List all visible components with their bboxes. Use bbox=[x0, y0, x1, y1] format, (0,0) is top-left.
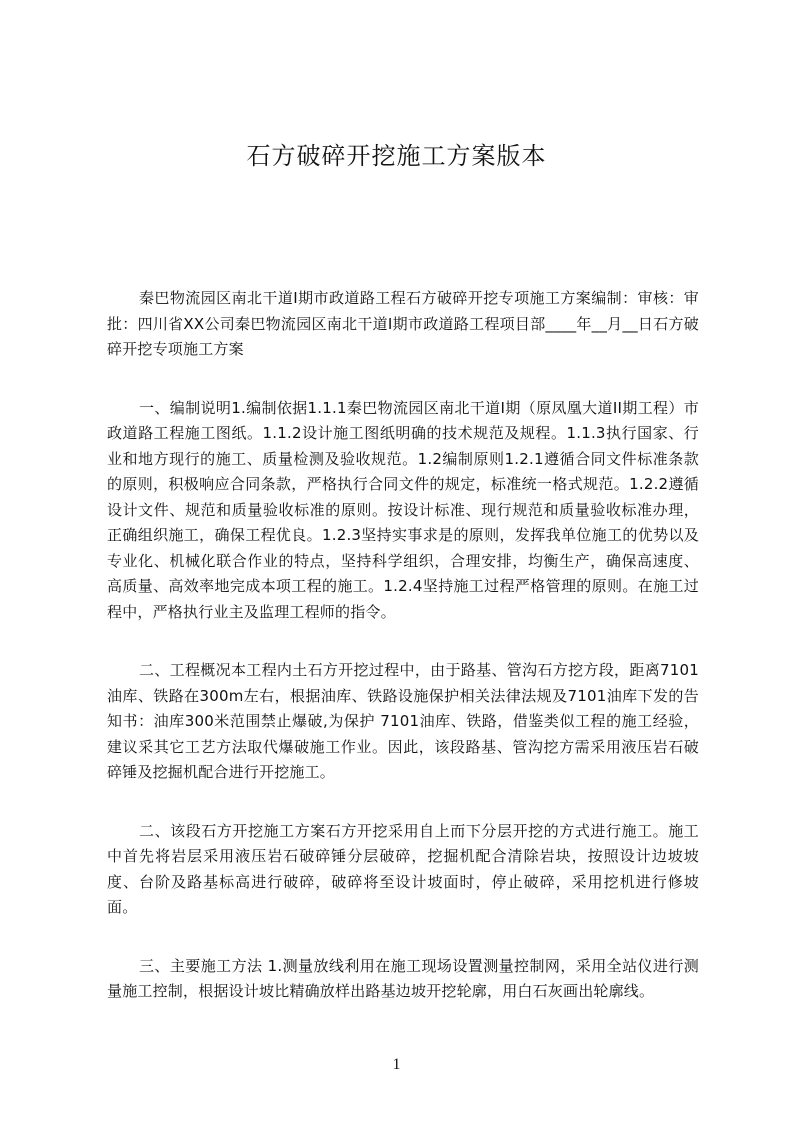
paragraph-compilation-notes: 一、编制说明1.编制依据1.1.1秦巴物流园区南北干道Ⅰ期（原凤凰大道II期工程）市政道路工程施工图纸。1.1.2设计施工图纸明确的技术规范及规程。1.1.3执行国家、行业和地方现行的施工、质量检测及验收规范。1.2编制原则1.2.1遵循合同文件标准条款的原则，积极响应合同条款，严格执行合同文件的规定，标准统一格式规范。1.2.2遵循设计文件、规范和质量验收标准的原则。按设计标准、现行规范和质量验收标准办理，正确组织施工，确保工程优良。1.2.3坚持实事求是的原则，发挥我单位施工的优势以及专业化、机械化联合作业的特点，坚持科学组织，合理安排，均衡生产，确保高速度、高质量、高效率地完成本项工程的施工。1.2.4坚持施工过程严格管理的原则。在施工过程中，严格执行业主及监理工程师的指令。 bbox=[107, 398, 699, 621]
paragraph-intro: 秦巴物流园区南北干道Ⅰ期市政道路工程石方破碎开挖专项施工方案编制：审核：审批：四川省XX公司秦巴物流园区南北干道Ⅰ期市政道路工程项目部____年__月__日石方破碎开挖专项施工方案 bbox=[107, 289, 699, 358]
paragraph-construction-methods: 三、主要施工方法 1.测量放线利用在施工现场设置测量控制网，采用全站仪进行测量施工控制，根据设计坡比精确放样出路基边坡开挖轮廓，用白石灰画出轮廓线。 bbox=[107, 956, 699, 1000]
paragraph-excavation-plan: 二、该段石方开挖施工方案石方开挖采用自上而下分层开挖的方式进行施工。施工中首先将岩层采用液压岩石破碎锤分层破碎，挖掘机配合清除岩块，按照设计边坡坡度、台阶及路基标高进行破碎，破碎将至设计坡面时，停止破碎，采用挖机进行修坡面。 bbox=[107, 821, 699, 916]
paragraph-project-overview: 二、工程概况本工程内土石方开挖过程中，由于路基、管沟石方挖方段，距离7101油库、铁路在300m左右，根据油库、铁路设施保护相关法律法规及7101油库下发的告知书：油库300米范围禁止爆破,为保护 7101油库、铁路，借鉴类似工程的施工经验，建议采其它工艺方法取代爆破施工作业。因此，该段路基、管沟挖方需采用液压岩石破碎锤及挖掘机配合进行开挖施工。 bbox=[107, 661, 699, 781]
document-body bbox=[107, 286, 699, 1038]
page-number: 1 bbox=[392, 1056, 401, 1073]
document-title: 石方破碎开挖施工方案版本 bbox=[246, 142, 547, 170]
